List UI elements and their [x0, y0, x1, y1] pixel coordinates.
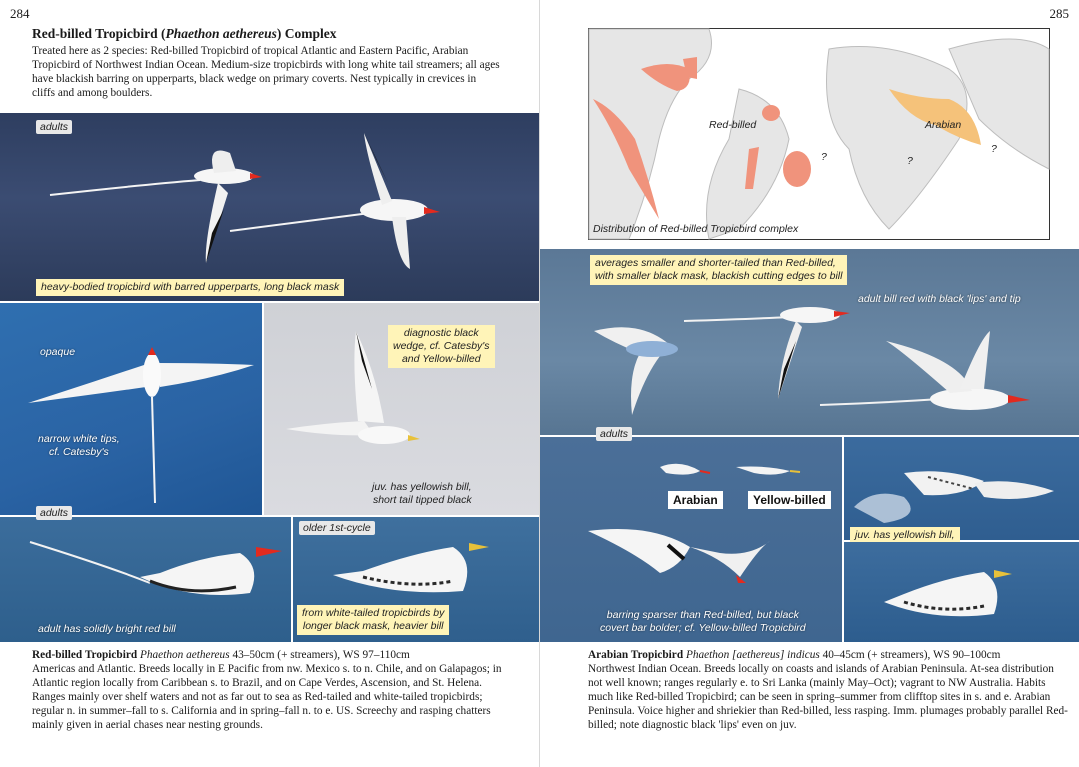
photo-adult-water: [0, 517, 291, 642]
photo-tag-adults: adults: [596, 427, 632, 441]
map-illustration: [589, 29, 1049, 239]
photo-caption-top: diagnostic black wedge, cf. Catesby's and Yellow-billed: [388, 325, 495, 368]
tropicbird-figure: [904, 471, 1054, 499]
page-number-right: 285: [1049, 6, 1069, 21]
tropicbird-figure: [820, 331, 1030, 410]
photo-tag-adults: adults: [36, 506, 72, 520]
right-page: [540, 0, 1079, 767]
tropicbird-figure: [884, 570, 1012, 616]
tropicbird-figure: [736, 467, 800, 475]
photo-comparison: [540, 437, 842, 642]
tropicbird-figure: [28, 347, 254, 503]
photo-underside: [0, 303, 262, 515]
tropicbird-figure: [588, 529, 770, 583]
map-question-mark: ?: [821, 151, 827, 163]
species-measurements: 40–45cm (+ streamers), WS 90–100cm: [822, 649, 1001, 661]
photo-caption: heavy-bodied tropicbird with barred upperparts, long black mask: [36, 279, 344, 296]
range-red-capeverde: [762, 105, 780, 121]
intro-text: Treated here as 2 species: Red-billed Tropicbird of tropical Atlantic and Eastern Pacific, Arabian Tropicbird of Northwest Indian Ocean. Medium-size tropicbirds with long white tail streamers; all ages have blackish barring on upperparts, black wedge on primary coverts. Nest typically in crevices in cliffs and among boulders.: [32, 45, 500, 99]
left-page: [0, 0, 539, 767]
photo-juvenile-splash: [844, 437, 1079, 540]
callout-opaque: opaque: [40, 346, 76, 358]
photo-juvenile-flight: [264, 303, 539, 515]
page-number-left: 284: [10, 6, 30, 21]
tropicbird-figure: [230, 133, 440, 269]
tropicbird-figure: [684, 307, 850, 399]
range-red-ascension: [783, 151, 811, 187]
label-arabian: Arabian: [668, 491, 723, 509]
page-title: Red-billed Tropicbird (Phaethon aethereus) Complex: [32, 26, 337, 41]
left-header: [32, 26, 502, 100]
species-scientific: Phaethon [aethereus] indicus: [685, 649, 820, 661]
species-account-red-billed: [32, 648, 502, 732]
photo-adults-flying: [0, 113, 539, 301]
photo-caption: from white-tailed tropicbirds by longer black mask, heavier bill: [297, 605, 449, 635]
species-name: Arabian Tropicbird: [588, 649, 684, 661]
photo-arabian-flying: [540, 249, 1079, 435]
species-measurements: 43–50cm (+ streamers), WS 97–110cm: [232, 649, 410, 661]
photo-caption-top: averages smaller and shorter-tailed than Red-billed, with smaller black mask, blackish cutting edges to bill: [590, 255, 847, 285]
callout-white-tips: narrow white tips, cf. Catesby's: [38, 433, 120, 458]
juvenile-water-illustration: [844, 542, 1079, 642]
species-scientific: Phaethon aethereus: [139, 649, 230, 661]
map-question-mark: ?: [991, 143, 997, 155]
photo-caption: adult has solidly bright red bill: [38, 623, 176, 635]
tropicbird-figure: [50, 151, 262, 264]
photo-juvenile-water: [844, 542, 1079, 642]
underside-illustration: [0, 303, 262, 515]
photo-caption-right: adult bill red with black 'lips' and tip: [858, 293, 1021, 305]
tropicbird-figure: [660, 464, 710, 475]
tropicbird-figure: [333, 543, 489, 592]
species-account-arabian: [588, 648, 1068, 732]
tropicbird-figure: [594, 327, 678, 415]
photo-caption-bottom: juv. has yellowish bill, short tail tipped black: [372, 481, 472, 506]
map-label-red-billed: Red-billed: [709, 119, 757, 131]
photo-caption: barring sparser than Red-billed, but black covert bar bolder; cf. Yellow-billed Tropicbird: [600, 609, 806, 634]
juvenile-splash-illustration: [844, 437, 1079, 540]
photo-tag: adults: [36, 120, 72, 134]
flying-adults-illustration: [0, 113, 539, 301]
photo-caption: juv. has yellowish bill,: [850, 527, 960, 557]
label-yellow-billed: Yellow-billed: [748, 491, 831, 509]
map-caption: Distribution of Red-billed Tropicbird complex: [593, 223, 799, 235]
map-question-mark: ?: [907, 155, 913, 167]
species-description: Americas and Atlantic. Breeds locally in E Pacific from nw. Mexico s. to n. Chile, and on Galapagos; in Atlantic region locally from Caribbean s. to Brazil, and on Cape Verdes, Ascension, and St. Helena. Ranges mainly over shelf waters and not as far out to sea as Red-tailed and white-tailed tropicbirds; regular n. in summer–fall to s. California and in spring–fall n. to e. US. Screechy and rasping chatters mainly given in aerial chases near nesting grounds.: [32, 663, 502, 731]
distribution-map: [588, 28, 1050, 240]
photo-tag: older 1st-cycle: [299, 521, 375, 535]
map-label-arabian: Arabian: [925, 119, 962, 131]
species-description: Northwest Indian Ocean. Breeds locally on coasts and islands of Arabian Peninsula. At-sea distribution not well known; ranges regularly e. to Sri Lanka (mainly May–Oct); vagrant to NW Australia. Habits much like Red-billed Tropicbird; can be seen in spring–summer from clifftop sites in s. and e. Arabian Peninsula. Voice higher and shriekier than Red-billed, less rasping. Imm. plumages probably parallel Red-billed; note diagnostic black 'lips' even on juv.: [588, 663, 1068, 731]
species-name: Red-billed Tropicbird: [32, 649, 138, 661]
photo-first-cycle: [293, 517, 539, 642]
tropicbird-figure: [30, 542, 282, 595]
